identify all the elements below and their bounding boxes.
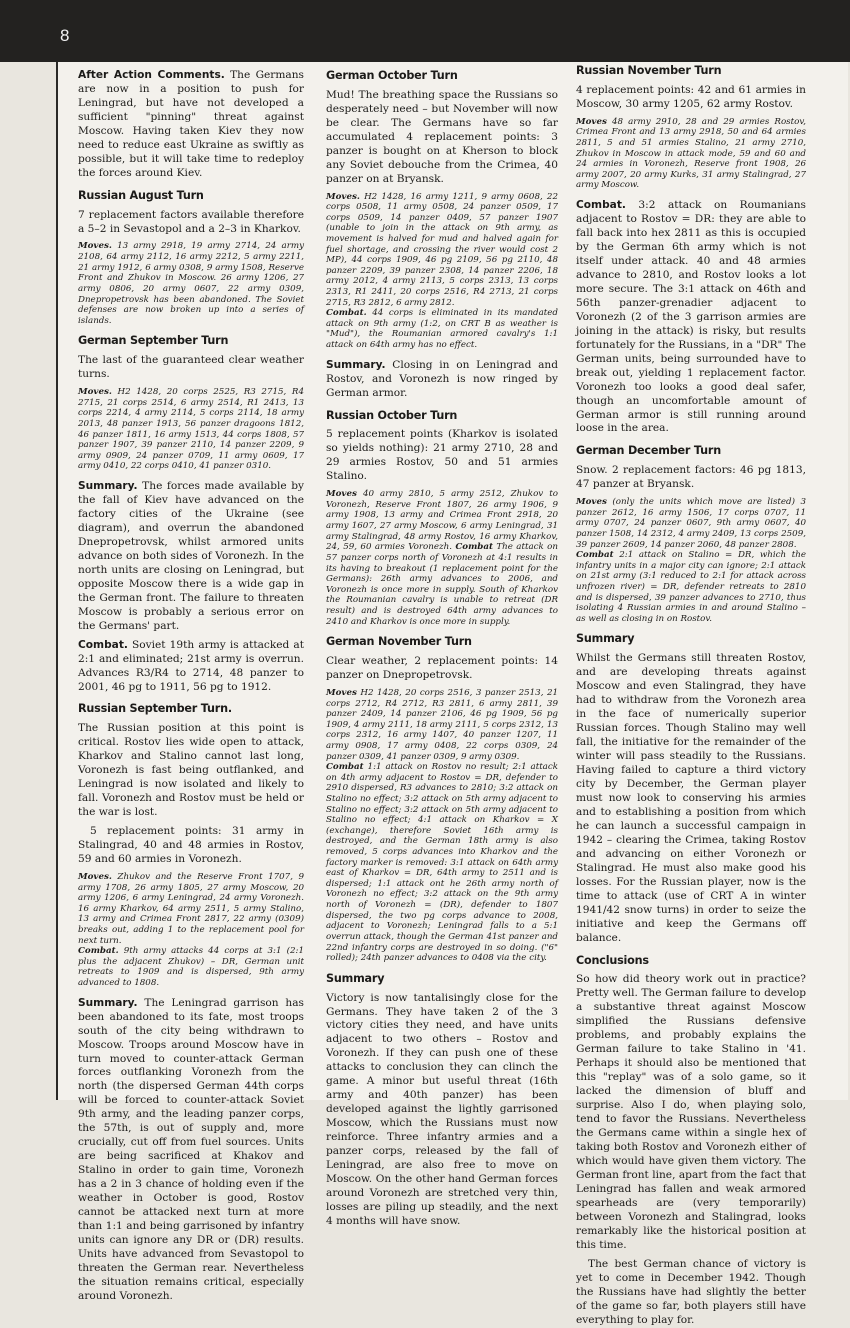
moves-block: Moves 40 army 2810, 5 army 2512, Zhukov to Voronezh, Reserve Front 1807, 26 army 1906, 9 army 1908, 13 army and Crimea Front 2918, 20 army 1607, 27 army Moscow, 6 army Leningrad, 31 army Stalingrad, 48 army Rostov, 16 army Kharkov, 24, 59, 60 armies Voronezh. Combat The attack on 57 panzer corps north of Voronezh at 4:1 results in its having to breakout (1 replacement point for the Germans): 26th army advances to 2006, and Voronezh is once more in supply. South of Kharkov the Roumanian cavalry is unable to retreat (DR result) and is destroyed 64th army advances to 2410 and Kharkov is once more in supply. — [326, 489, 558, 627]
moves-block: Moves 48 army 2910, 28 and 29 armies Rostov, Crimea Front and 13 army 2918, 50 and 64 armies 2811, 5 and 51 armies Stalino, 21 army 2710, Zhukov in Moscow in attack mode, 59 and 60 and 24 armies in Voronezh, Reserve front 1908, 26 army 2007, 20 army Kurks, 31 army Stalingrad, 27 army Moscow. — [576, 116, 806, 191]
heading-russian-september-turn: Russian September Turn. — [78, 702, 232, 716]
moves-block: Moves (only the units which move are listed) 3 panzer 2612, 16 army 1506, 17 corps 0707, 11 army 0707, 24 panzer 0607, 9th army 0607, 40 panzer 1508, 14 2312, 4 army 2409, 13 corps 2509, 39 panzer 2609, 14 panzer 2060, 48 panzer 2808. Combat 2:1 attack on Stalino = DR, which the infantry units in a major city can ignore; 2:1 attack on 21st army (3:1 reduced to 2:1 for attack across unfrozen river) = DR, defender retreats to 2810 and is dispersed, 39 panzer advances to 2710, thus isolating 4 Russian armies in and around Stalino – as well as closing in on Rostov. — [576, 497, 806, 624]
summary-paragraph: Summary. The Leningrad garrison has been abandoned to its fate, most troops south of the city being withdrawn to Moscow. Troops around Moscow have in turn moved to counter-attack German forces outflanking Voronezh from the north (the dispersed German 44th corps will be forced to counter-attack Soviet 9th army, and the leading panzer corps, the 57th, is out of supply and, more crucially, cut off from fuel sources. Units are being sacrificed at Khakov and Stalino in order to gain time, Voronezh has a 2 in 3 chance of holding even if the weather in October is good, Rostov cannot be attacked next turn at more than 1:1 and being garrisoned by infantry units can ignore any DR or (DR) results. Units have advanced from Sevastopol to threaten the German rear. Nevertheless the situation remains critical, especially around Voronezh. — [78, 996, 304, 1302]
column-3 — [576, 62, 806, 1326]
summary-paragraph: Summary. Closing in on Leningrad and Rostov, and Voronezh is now ringed by German armor. — [326, 358, 558, 399]
paragraph: The last of the guaranteed clear weather turns. — [78, 354, 304, 381]
heading-summary: Summary — [326, 971, 385, 985]
paragraph: 7 replacement factors available therefore a 5–2 in Sevastopol and a 2–3 in Kharkov. — [78, 208, 304, 235]
summary-paragraph: Summary. The forces made available by the fall of Kiev have advanced on the factory cities of the Ukraine (see diagram), and overrun the abandoned Dnepropetrovsk, whilst armored units advance on both sides of Voronezh. In the north units are closing on Leningrad, but opposite Moscow there is a wide gap in the German front. The failure to threaten Moscow is probably a serious error on the Germans' part. — [78, 479, 304, 632]
column-2 — [326, 66, 558, 1228]
combat-paragraph: Combat. Soviet 19th army is attacked at 2:1 and eliminated; 21st army is overrun. Advances R3/R4 to 2714, 48 panzer to 2001, 46 pg to 1911, 56 pg to 1912. — [78, 638, 304, 693]
paragraph: Clear weather, 2 replacement points: 14 panzer on Dnepropetrovsk. — [326, 654, 558, 681]
paragraph: 5 replacement points (Kharkov is isolated so yields nothing): 21 army 2710, 28 and 29 armies Rostov, 50 and 51 armies Stalino. — [326, 428, 558, 483]
page-number: 8 — [60, 26, 70, 45]
heading-german-december-turn: German December Turn — [576, 444, 721, 458]
page-header-bar — [0, 0, 850, 62]
moves-block: Moves. Zhukov and the Reserve Front 1707, 9 army 1708, 26 army 1805, 27 army Moscow, 20 army 1206, 6 army Leningrad, 24 army Voronezh. 16 army Kharkov, 64 army 2511, 5 army Stalino, 13 army and Crimea Front 2817, 22 army (0309) breaks out, adding 1 to the replacement pool for next turn. Combat. 9th army attacks 44 corps at 3:1 (2:1 plus the adjacent Zhukov) – DR, German unit retreats to 1909 and is dispersed, 9th army advanced to 1808. — [78, 871, 304, 989]
summary-paragraph: Victory is now tantalisingly close for the Germans. They have taken 2 of the 3 victory cities they need, and have units adjacent to two others – Rostov and Voronezh. If they can push one of these attacks to conclusion they can clinch the game. A minor but useful threat (16th army and 40th panzer) has been developed against the lightly garrisoned Moscow, which the Russians must now reinforce. Three infantry armies and a panzer corps, released by the fall of Leningrad, are also free to move on Moscow. On the other hand German forces around Voronezh are stretched very thin, losses are piling up steadily, and the next 4 months will have snow. — [326, 991, 558, 1228]
paragraph: The best German chance of victory is yet to come in December 1942. Though the Russians have had slightly the better of the game so far, both players still have everything to play for. — [576, 1257, 806, 1326]
paragraph: Mud! The breathing space the Russians so desperately need – but November will now be clear. The Germans have so far accumulated 4 replacement points: 3 panzer is bought on at Kherson to block any Soviet debouche from the Crimea, 40 panzer on at Bryansk. — [326, 88, 558, 185]
paragraph: So how did theory work out in practice? Pretty well. The German failure to develop a substantive threat against Moscow simplified the Russians defensive problems, and probably explains the German failure to take Stalino in '41. Perhaps it should also be mentioned that this "replay" was of a solo game, so it lacked the dimension of bluff and surprise. Also I do, when playing solo, tend to favor the Russians. Nevertheless the Germans came within a single hex of taking both Rostov and Voronezh either of which would have given them victory. The German front line, apart from the fact that Leningrad has fallen and weak armored spearheads are (very temporarily) between Voronezh and Stalingrad, looks remarkably like the historical position at this time. — [576, 973, 806, 1251]
heading-german-october-turn: German October Turn — [326, 69, 458, 82]
after-action-comments: After Action Comments. The Germans are now in a position to push for Leningrad, but have not developed a sufficient "pinning" threat against Moscow. Having taken Kiev they now need to reduce east Ukraine as swiftly as possible, but it will take time to redeploy the forces around Kiev. — [78, 69, 304, 179]
moves-block: Moves H2 1428, 20 corps 2516, 3 panzer 2513, 21 corps 2712, R4 2712, R3 2811, 6 army 2811, 39 panzer 2409, 14 panzer 2106, 46 pg 1909, 56 pg 1909, 4 army 2111, 18 army 2111, 5 corps 2312, 13 corps 2312, 16 army 1407, 40 panzer 1207, 11 army 0908, 17 army 0408, 22 corps 0309, 24 panzer 0309, 41 panzer 0309, 9 army 0309. Combat 1:1 attack on Rostov no result; 2:1 attack on 4th army adjacent to Rostov = DR, defender to 2910 dispersed, R3 advances to 2810; 3:2 attack on Stalino no effect; 3:2 attack on 5th army adjacent to Stalino no effect; 3:2 attack on 5th army adjacent to Stalino no effect; 4:1 attack on Kharkov = X (exchange), therefore Soviet 16th army is destroyed, and the German 18th army is also removed, 5 corps advances into Kharkov and the factory marker is removed: 3:1 attack on 64th army east of Kharkov = DR, 64th army to 2511 and is dispersed; 1:1 attack ont he 26th army north of Voronezh no effect; 3:2 attack on the 9th army north of Voronezh = (DR), defender to 1807 dispersed, the two pg corps advance to 2008, adjacent to Voronezh; Leningrad falls to a 5:1 overrun attack, though the German 41st panzer and 22nd infantry corps are destroyed in so doing. ("6" rolled); 24th panzer advances to 0408 via the city. — [326, 687, 558, 964]
paragraph: Snow. 2 replacement factors: 46 pg 1813, 47 panzer at Bryansk. — [576, 464, 806, 491]
column-1 — [78, 69, 304, 1302]
paragraph: 4 replacement points: 42 and 61 armies in Moscow, 30 army 1205, 62 army Rostov. — [576, 83, 806, 110]
moves-block: Moves. H2 1428, 16 army 1211, 9 army 0608, 22 corps 0508, 11 army 0508, 24 panzer 0509, 17 corps 0509, 14 panzer 0409, 57 panzer 1907 (unable to join in the attack on 9th army, as movement is halved for mud and halved again for fuel shortage, and crossing the river would cost 2 MP), 44 corps 1909, 46 pg 2109, 56 pg 2110, 48 panzer 2209, 39 panzer 2308, 14 panzer 2206, 18 army 2012, 4 army 2113, 5 corps 2313, 13 corps 2313, R1 2411, 20 corps 2516, R4 2713, 21 corps 2715, R3 2812, 6 army 2812. Combat. 44 corps is eliminated in its mandated attack on 9th army (1:2, on CRT B as weather is "Mud"), the Roumanian armored cavalry's 1:1 attack on 64th army has no effect. — [326, 191, 558, 351]
moves-block: Moves. H2 1428, 20 corps 2525, R3 2715, R4 2715, 21 corps 2514, 6 army 2514, R1 2413, 13 corps 2214, 4 army 2114, 5 corps 2114, 18 army 2013, 48 panzer 1913, 56 panzer dragoons 1812, 46 panzer 1811, 16 army 1513, 44 corps 1808, 57 panzer 1907, 39 panzer 2110, 14 panzer 2209, 9 army 0909, 24 panzer 0709, 11 army 0609, 17 army 0410, 22 corps 0410, 41 panzer 0310. — [78, 387, 304, 472]
summary-paragraph: Whilst the Germans still threaten Rostov, and are developing threats against Moscow and even Stalingrad, they have had to withdraw from the Voronezh area in the face of numerically superior Russian forces. Though Stalino may well fall, the initiative for the remainder of the winter will pass steadily to the Russians. Having failed to capture a third victory city by December, the German player must now look to conserving his armies and to establishing a position from which he can launch a successful campaign in 1942 – clearing the Crimea, taking Rostov and advancing on either Voronezh or Stalingrad. He must also make good his losses. For the Russian player, now is the time to attack (use of CRT A in winter 1941/42 snow turns) in order to seize the initiative and keep the Germans off balance. — [576, 652, 806, 944]
heading-summary: Summary — [576, 632, 635, 646]
heading-russian-october-turn: Russian October Turn — [326, 408, 458, 422]
heading-german-november-turn: German November Turn — [326, 635, 472, 649]
heading-german-september-turn: German September Turn — [78, 334, 229, 348]
paragraph: 5 replacement points: 31 army in Stalingrad, 40 and 48 armies in Rostov, 59 and 60 armies in Voronezh. — [78, 825, 304, 865]
heading-russian-november-turn: Russian November Turn — [576, 64, 722, 77]
combat-paragraph: Combat. 3:2 attack on Roumanians adjacent to Rostov = DR: they are able to fall back into hex 2811 as this is occupied by the German 6th army which is not itself under attack. 40 and 48 armies advance to 2810, and Rostov looks a lot more secure. The 3:1 attack on 46th and 56th panzer-grenadier adjacent to Voronezh (2 of the 3 garrison armies are joining in the attack) is risky, but results fortunately for the Russians, in a "DR" The German units, being surrounded have to break out, yielding 1 replacement factor. Voronezh too looks a good deal safer, though an uncomfortable amount of German armor is still running around loose in the area. — [576, 198, 806, 435]
heading-russian-august-turn: Russian August Turn — [78, 188, 204, 202]
moves-block: Moves. 13 army 2918, 19 army 2714, 24 army 2108, 64 army 2112, 16 army 2212, 5 army 2211, 21 army 1912, 6 army 0308, 9 army 1508, Reserve Front and Zhukov in Moscow. 26 army 1206, 27 army 0806, 20 army 0607, 22 army 0309, Dnepropetrovsk has been abandoned. The Soviet defenses are now broken up into a series of islands. — [78, 241, 304, 326]
heading-conclusions: Conclusions — [576, 953, 649, 967]
paragraph: The Russian position at this point is critical. Rostov lies wide open to attack, Kharkov and Stalino cannot last long, Voronezh is fast being outflanked, and Leningrad is now isolated and likely to fall. Voronezh and Rostov must be held or the war is lost. — [78, 722, 304, 819]
